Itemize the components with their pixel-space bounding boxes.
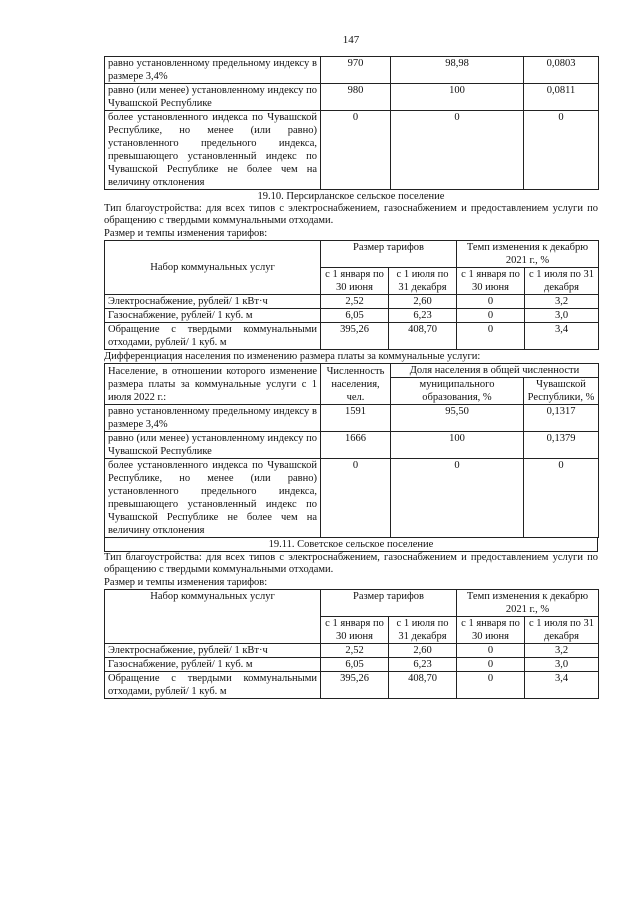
tariff-value: 2,60 — [389, 295, 457, 309]
period-header: с 1 января по 30 июня — [321, 617, 389, 644]
population-column-header: Население, в отношении которого изменение размера платы за коммунальные услуги с 1 июля 2022 г.: — [105, 364, 321, 405]
republic-share: 0,0803 — [524, 57, 599, 84]
top-differentiation-table — [104, 56, 599, 190]
section-title-row — [104, 538, 598, 552]
population-label: более установленного индекса по Чувашской Республике, но менее (или равно) установленного предельного индекса, превышающего установленный индекс по Чувашской Республике не более чем на величину отклонения — [105, 459, 321, 538]
population-count: 1591 — [321, 405, 391, 432]
municipal-share: 0 — [391, 459, 524, 538]
tariff-value: 6,23 — [389, 309, 457, 323]
rate-value: 0 — [457, 323, 525, 350]
population-label: равно установленному предельному индексу в размере 3,4% — [105, 405, 321, 432]
service-name: Электроснабжение, рублей/ 1 кВт·ч — [105, 644, 321, 658]
population-count: 0 — [321, 111, 391, 190]
municipal-share: 98,98 — [391, 57, 524, 84]
count-column-header: Численность населения, чел. — [321, 364, 391, 405]
period-header: с 1 июля по 31 декабря — [525, 268, 599, 295]
period-header: с 1 января по 30 июня — [321, 268, 389, 295]
tariff-value: 6,05 — [321, 658, 389, 672]
table-header-row — [105, 241, 599, 268]
service-name: Обращение с твердыми коммунальными отходами, рублей/ 1 куб. м — [105, 672, 321, 699]
service-name: Газоснабжение, рублей/ 1 куб. м — [105, 658, 321, 672]
republic-share-header: Чувашской Республики, % — [524, 378, 599, 405]
rate-value: 3,2 — [525, 295, 599, 309]
table-header-row — [105, 590, 599, 617]
table-row — [105, 111, 599, 190]
rate-value: 0 — [457, 309, 525, 323]
table-row — [105, 295, 599, 309]
municipal-share: 100 — [391, 84, 524, 111]
table-row — [105, 405, 599, 432]
improvement-type-text: Тип благоустройства: для всех типов с электроснабжением, газоснабжением и предоставлением услуги по обращению с твердыми коммунальными отходами. — [104, 552, 598, 575]
page-number: 147 — [342, 34, 360, 46]
section-title: 19.10. Персирланское сельское поселение — [257, 191, 445, 202]
republic-share: 0 — [524, 459, 599, 538]
table-row — [105, 57, 599, 84]
table-row — [105, 323, 599, 350]
tariff-value: 2,60 — [389, 644, 457, 658]
table-row — [105, 672, 599, 699]
period-header: с 1 июля по 31 декабря — [389, 268, 457, 295]
service-column-header: Набор коммунальных услуг — [105, 241, 321, 295]
population-label: более установленного индекса по Чувашской Республике, но менее (или равно) установленного предельного индекса, превышающего установленный индекс по Чувашской Республике не более чем на величину отклонения — [105, 111, 321, 190]
rate-value: 3,0 — [525, 309, 599, 323]
table-row — [105, 658, 599, 672]
differentiation-caption: Дифференциация населения по изменению размера платы за коммунальные услуги: — [104, 351, 481, 362]
service-column-header: Набор коммунальных услуг — [105, 590, 321, 644]
document-page — [104, 34, 598, 699]
municipal-share: 0 — [391, 111, 524, 190]
rate-value: 3,2 — [525, 644, 599, 658]
service-name: Электроснабжение, рублей/ 1 кВт·ч — [105, 295, 321, 309]
section-title: 19.11. Советское сельское поселение — [105, 538, 598, 552]
population-count: 970 — [321, 57, 391, 84]
rate-value: 0 — [457, 672, 525, 699]
share-header: Доля населения в общей численности — [391, 364, 599, 378]
table-row — [105, 644, 599, 658]
tariff-table — [104, 240, 599, 350]
tariff-value: 408,70 — [389, 672, 457, 699]
municipal-share: 100 — [391, 432, 524, 459]
rate-value: 3,0 — [525, 658, 599, 672]
tariff-size-header: Размер тарифов — [321, 241, 457, 268]
municipal-share-header: муниципального образования, % — [391, 378, 524, 405]
rate-value: 3,4 — [525, 672, 599, 699]
service-name: Обращение с твердыми коммунальными отходами, рублей/ 1 куб. м — [105, 323, 321, 350]
population-label: равно (или менее) установленному индексу по Чувашской Республике — [105, 432, 321, 459]
municipal-share: 95,50 — [391, 405, 524, 432]
table-row — [105, 84, 599, 111]
service-name: Газоснабжение, рублей/ 1 куб. м — [105, 309, 321, 323]
tariff-value: 6,05 — [321, 309, 389, 323]
population-count: 980 — [321, 84, 391, 111]
republic-share: 0,0811 — [524, 84, 599, 111]
table-row — [105, 309, 599, 323]
period-header: с 1 января по 30 июня — [457, 268, 525, 295]
rate-value: 0 — [457, 644, 525, 658]
tariff-value: 408,70 — [389, 323, 457, 350]
period-header: с 1 июля по 31 декабря — [525, 617, 599, 644]
rate-value: 3,4 — [525, 323, 599, 350]
population-label: равно установленному предельному индексу в размере 3,4% — [105, 57, 321, 84]
republic-share: 0 — [524, 111, 599, 190]
tariff-value: 2,52 — [321, 295, 389, 309]
population-count: 0 — [321, 459, 391, 538]
table-row — [105, 459, 599, 538]
tariff-rate-header: Темп изменения к декабрю 2021 г., % — [457, 241, 599, 268]
population-label: равно (или менее) установленному индексу по Чувашской Республике — [105, 84, 321, 111]
tariff-value: 395,26 — [321, 672, 389, 699]
tariff-caption: Размер и темпы изменения тарифов: — [104, 577, 268, 588]
tariff-value: 6,23 — [389, 658, 457, 672]
rate-value: 0 — [457, 295, 525, 309]
tariff-value: 2,52 — [321, 644, 389, 658]
population-count: 1666 — [321, 432, 391, 459]
improvement-type-text: Тип благоустройства: для всех типов с электроснабжением, газоснабжением и предоставлением услуги по обращению с твердыми коммунальными отходами. — [104, 203, 598, 226]
period-header: с 1 июля по 31 декабря — [389, 617, 457, 644]
rate-value: 0 — [457, 658, 525, 672]
period-header: с 1 января по 30 июня — [457, 617, 525, 644]
tariff-size-header: Размер тарифов — [321, 590, 457, 617]
differentiation-table — [104, 363, 599, 538]
republic-share: 0,1379 — [524, 432, 599, 459]
tariff-table — [104, 589, 599, 699]
republic-share: 0,1317 — [524, 405, 599, 432]
tariff-rate-header: Темп изменения к декабрю 2021 г., % — [457, 590, 599, 617]
tariff-caption: Размер и темпы изменения тарифов: — [104, 228, 268, 239]
table-header-row — [105, 364, 599, 378]
table-row — [105, 432, 599, 459]
tariff-value: 395,26 — [321, 323, 389, 350]
